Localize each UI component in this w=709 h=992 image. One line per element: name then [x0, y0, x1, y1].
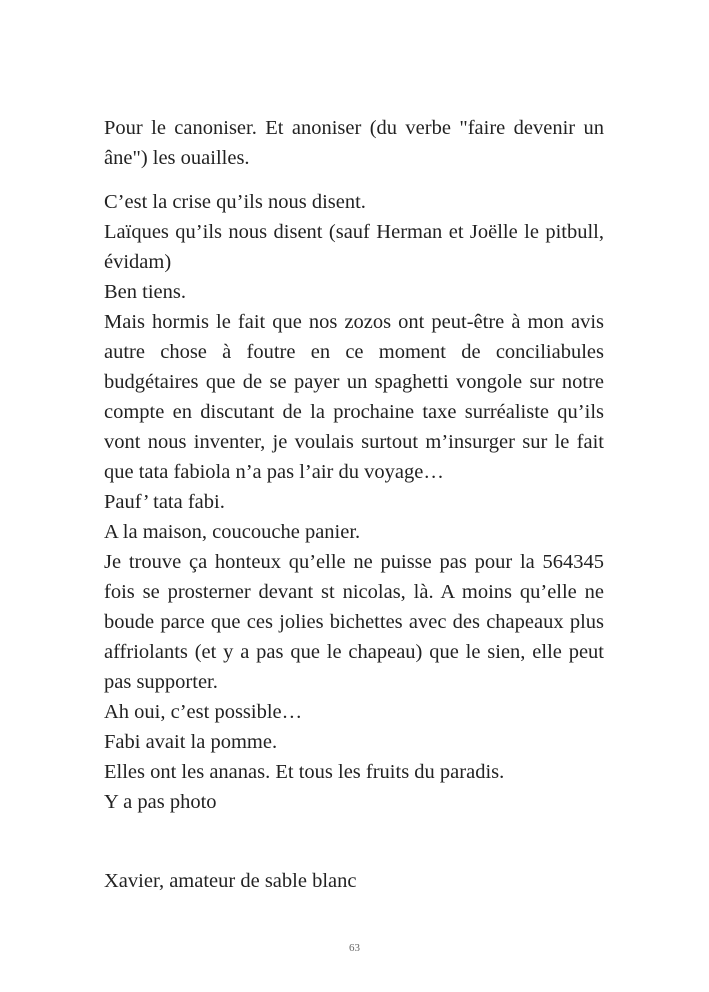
paragraph: Pauf’ tata fabi. — [104, 491, 225, 513]
page-number: 63 — [349, 942, 360, 954]
intro-text: Pour le canoniser. Et anoniser (du verbe "faire devenir un âne") les ouailles. — [104, 117, 604, 169]
paragraph: Je trouve ça honteux qu’elle ne puisse pas pour la 564345 fois se prosterner devant st nicolas, là. A moins qu’elle ne boude parce que ces jolies bichettes avec des chapeaux plus affriolants (et y a pas que le chapeau) que le sien, elle peut pas supporter. — [104, 551, 604, 693]
paragraph: A la maison, coucouche panier. — [104, 521, 361, 543]
paragraph: Fabi avait la pomme. — [104, 731, 278, 753]
signature: Xavier, amateur de sable blanc — [104, 870, 357, 892]
paragraph: Ben tiens. — [104, 281, 186, 303]
paragraph: Elles ont les ananas. Et tous les fruits du paradis. — [104, 761, 505, 783]
paragraph: Y a pas photo — [104, 791, 217, 813]
paragraph: Mais hormis le fait que nos zozos ont peut-être à mon avis autre chose à foutre en ce moment de conciliabules budgétaires que de se payer un spaghetti vongole sur notre compte en discutant de la prochaine taxe surréaliste qu’ils vont nous inventer, je voulais surtout m’insurger sur le fait que tata fabiola n’a pas l’air du voyage… — [104, 311, 604, 483]
signature-block — [104, 866, 604, 896]
paragraph: Laïques qu’ils nous disent (sauf Herman et Joëlle le pitbull, évidam) — [104, 221, 604, 273]
intro-paragraph — [104, 113, 604, 173]
paragraph: Ah oui, c’est possible… — [104, 701, 303, 723]
main-text — [104, 187, 604, 817]
paragraph: C’est la crise qu’ils nous disent. — [104, 191, 366, 213]
